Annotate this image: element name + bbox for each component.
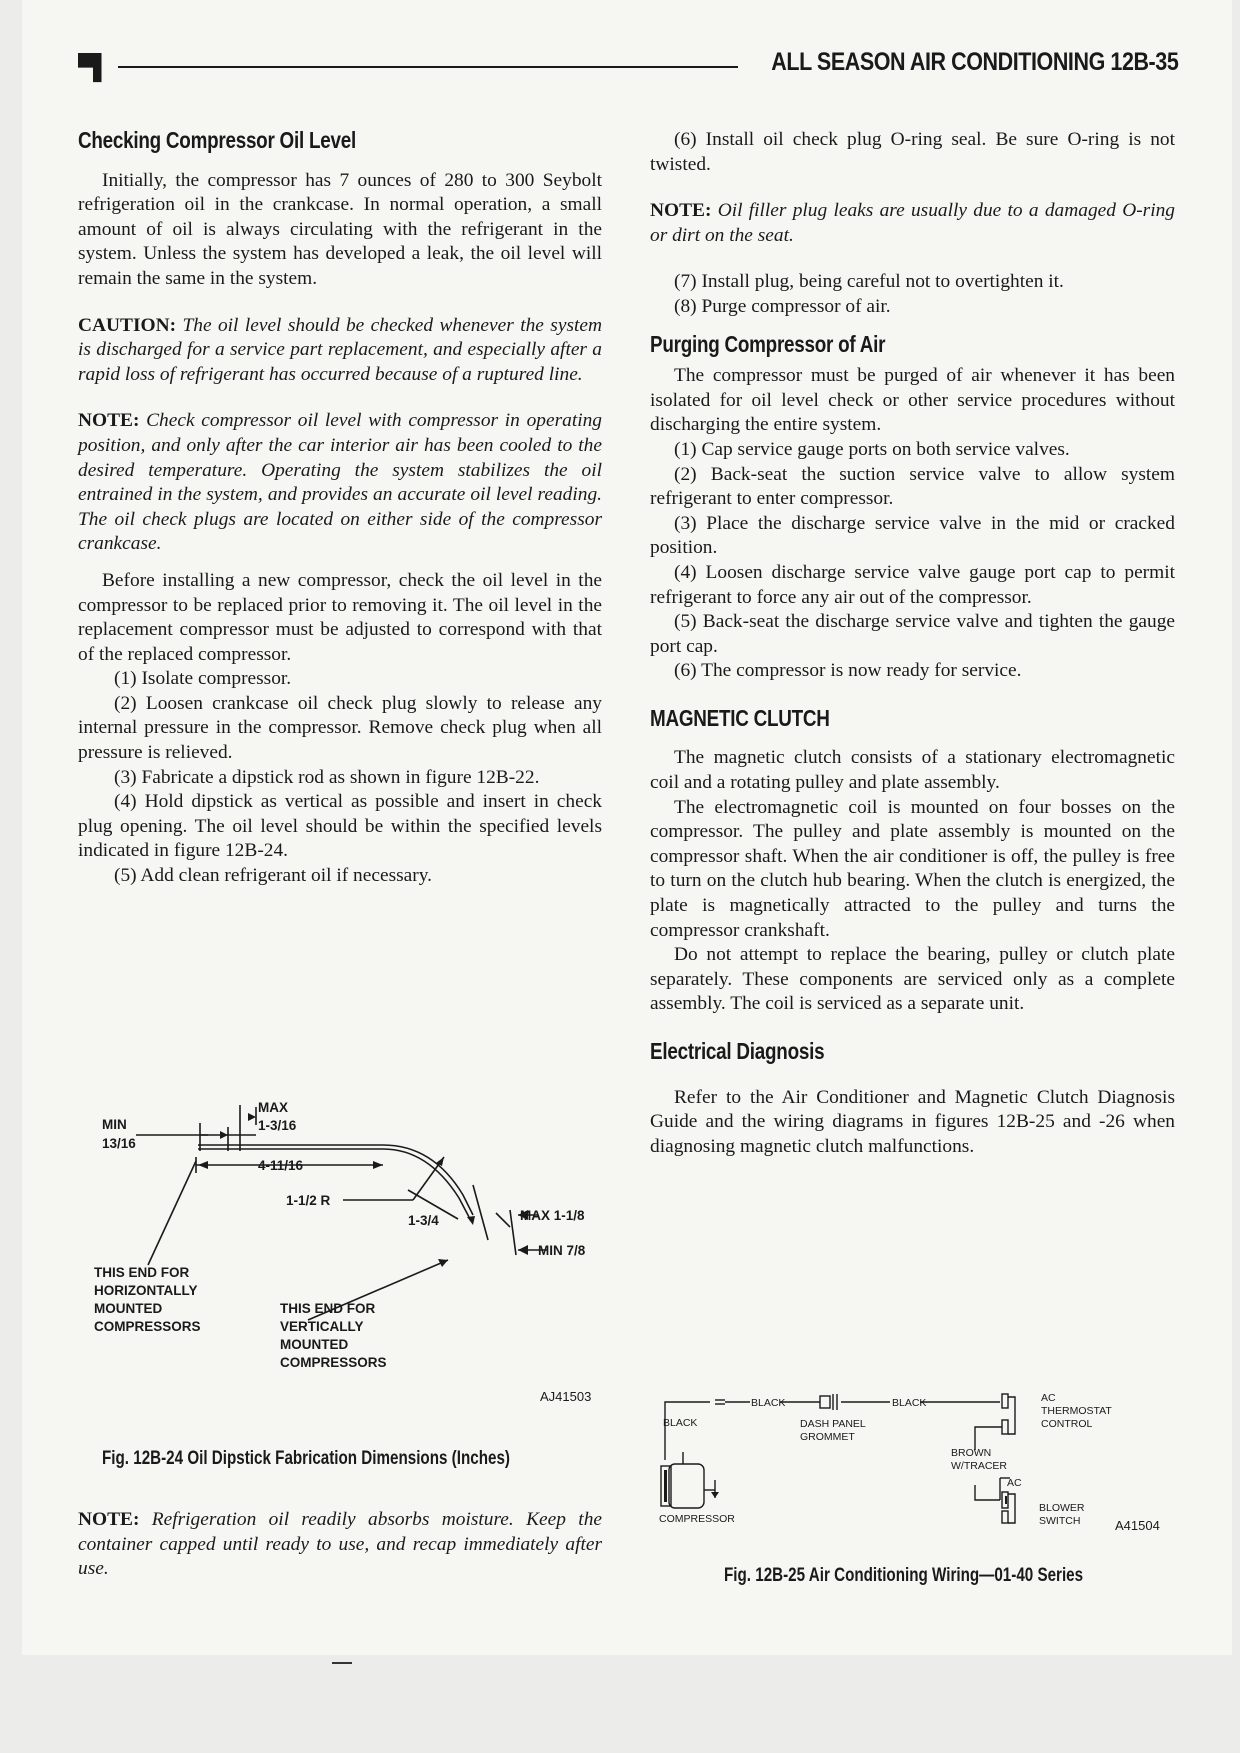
section-heading-purging: Purging Compressor of Air xyxy=(650,330,886,357)
wire-label-black: BLACK xyxy=(751,1397,786,1409)
step-item: (6) Install oil check plug O-ring seal. Be sure O-ring is not twisted. xyxy=(650,129,1175,175)
label-vertical-end: MOUNTED xyxy=(280,1337,349,1352)
paragraph-before-installing: Before installing a new compressor, check the oil level in the compressor to be replaced prior to removing it. The oil level in the replacement compressor must be adjusted to correspond with that of the replaced compressor. xyxy=(78,569,602,665)
label-horizontal-end: COMPRESSORS xyxy=(94,1319,201,1334)
label-max-value: 1-3/16 xyxy=(258,1118,297,1133)
note-text: Check compressor oil level with compressor in operating position, and only after the car interior air has been cooled to the desired temperature. Operating the system stabilizes the oil entrained in the system, and provides an accurate oil level reading. The oil check plugs are located on either side of the compressor crankcase. xyxy=(78,410,602,555)
note-paragraph-moisture xyxy=(78,1508,602,1582)
label-vertical-end: VERTICALLY xyxy=(280,1319,364,1334)
note-label: NOTE: xyxy=(78,410,140,432)
wire-label-brown: W/TRACER xyxy=(951,1460,1007,1472)
footer-mark xyxy=(332,1662,352,1664)
step-item: (1) Cap service gauge ports on both service valves. xyxy=(674,438,1070,460)
label-thermostat: CONTROL xyxy=(1041,1418,1093,1430)
label-min-value: 13/16 xyxy=(102,1136,136,1151)
step-item: (7) Install plug, being careful not to overtighten it. xyxy=(674,271,1064,293)
header-title: ALL SEASON AIR CONDITIONING 12B-35 xyxy=(770,48,1178,76)
label-radius: 1-1/2 R xyxy=(286,1193,331,1208)
step-item: (4) Loosen discharge service valve gauge port cap to permit refrigerant to force any air out of the compressor. xyxy=(650,561,1175,608)
wire-label-brown: BROWN xyxy=(951,1447,992,1459)
label-dash-panel-grommet: GROMMET xyxy=(800,1431,855,1443)
label-thermostat: AC xyxy=(1041,1392,1056,1404)
left-column xyxy=(78,128,602,889)
note-text: Oil filler plug leaks are usually due to a damaged O-ring or dirt on the seat. xyxy=(650,200,1175,246)
paragraph-oil-intro: Initially, the compressor has 7 ounces of 280 to 300 Seybolt refrigeration oil in the crankcase. In normal operation, a small amount of oil is always circulating with the refrigerant in the system. Unless the system has developed a leak, the oil level will remain the same in the system. xyxy=(78,169,602,289)
note-label: NOTE: xyxy=(78,1509,140,1530)
step-item: (2) Loosen crankcase oil check plug slowly to release any internal pressure in the compressor. Remove check plug when all pressure is relieved. xyxy=(78,692,602,764)
note-paragraph-oil-check xyxy=(78,409,602,557)
figure-caption-12b-25: Fig. 12B-25 Air Conditioning Wiring—01-40 Series xyxy=(724,1565,1084,1586)
figure-code: A41504 xyxy=(1115,1518,1160,1533)
page-header xyxy=(78,48,1178,82)
right-column xyxy=(650,128,1175,1159)
figure-ac-wiring xyxy=(655,1380,1175,1545)
dipstick-diagram xyxy=(78,1095,618,1415)
paragraph-purging: The compressor must be purged of air whenever it has been isolated for oil level check or other service procedures without discharging the entire system. xyxy=(650,365,1175,436)
note-text: Refrigeration oil readily absorbs moisture. Keep the container capped until ready to use, and recap immediately after use. xyxy=(78,1509,602,1580)
step-item: (3) Fabricate a dipstick rod as shown in figure 12B-22. xyxy=(114,766,540,788)
label-max-level: MAX 1-1/8 xyxy=(520,1208,585,1223)
section-heading-electrical-diagnosis: Electrical Diagnosis xyxy=(650,1038,825,1064)
label-horizontal-end: THIS END FOR xyxy=(94,1265,190,1280)
left-bottom-note xyxy=(78,1508,602,1582)
caution-paragraph xyxy=(78,314,602,388)
label-horizontal-end: MOUNTED xyxy=(94,1301,163,1316)
label-thermostat: THERMOSTAT xyxy=(1041,1405,1112,1417)
header-rule xyxy=(118,66,738,68)
label-blower-switch: SWITCH xyxy=(1039,1515,1081,1527)
step-item: (2) Back-seat the suction service valve to allow system refrigerant to enter compressor. xyxy=(650,463,1175,510)
paragraph-clutch-3: Do not attempt to replace the bearing, pulley or clutch plate separately. These components are serviced only as a complete assembly. The coil is serviced as a separate unit. xyxy=(650,944,1175,1015)
label-length: 4-11/16 xyxy=(258,1158,304,1173)
caution-label: CAUTION: xyxy=(78,314,177,336)
label-ac: AC xyxy=(1007,1477,1022,1489)
label-min: MIN xyxy=(102,1117,127,1132)
step-item: (1) Isolate compressor. xyxy=(114,668,292,690)
figure-code: AJ41503 xyxy=(540,1389,592,1404)
publisher-logo-icon: ▀▌ xyxy=(78,54,109,81)
step-item: (3) Place the discharge service valve in the mid or cracked position. xyxy=(650,512,1175,559)
caution-text: The oil level should be checked whenever the system is discharged for a service part replacement, and especially after a rapid loss of refrigerant has occurred because of a ruptured line. xyxy=(78,314,602,385)
figure-caption-12b-24: Fig. 12B-24 Oil Dipstick Fabrication Dimensions (Inches) xyxy=(102,1448,510,1469)
section-heading-magnetic-clutch: MAGNETIC CLUTCH xyxy=(650,704,830,731)
step-item: (4) Hold dipstick as vertical as possible and insert in check plug opening. The oil level should be within the specified levels indicated in figure 12B-24. xyxy=(78,791,602,862)
label-dash-panel-grommet: DASH PANEL xyxy=(800,1418,866,1430)
step-item: (8) Purge compressor of air. xyxy=(674,295,891,317)
paragraph-clutch-2: The electromagnetic coil is mounted on four bosses on the compressor. The pulley and plate assembly is mounted on the compressor shaft. When the air conditioner is off, the pulley is free to turn on the clutch hub bearing. When the clutch is energized, the plate is magnetically attracted to the pulley and turns the compressor crankshaft. xyxy=(650,796,1175,941)
label-vertical-end: THIS END FOR xyxy=(280,1301,376,1316)
label-blower-switch: BLOWER xyxy=(1039,1502,1085,1514)
paragraph-electrical: Refer to the Air Conditioner and Magnetic Clutch Diagnosis Guide and the wiring diagrams in figures 12B-25 and -26 when diagnosing magnetic clutch malfunctions. xyxy=(650,1086,1175,1157)
label-vertical-end: COMPRESSORS xyxy=(280,1355,387,1370)
wiring-diagram xyxy=(655,1380,1175,1545)
label-max: MAX xyxy=(258,1100,288,1115)
wire-label-black: BLACK xyxy=(663,1417,698,1429)
label-depth: 1-3/4 xyxy=(408,1213,439,1228)
wire-label-black: BLACK xyxy=(892,1397,927,1409)
label-compressor: COMPRESSOR xyxy=(659,1513,735,1525)
note-label: NOTE: xyxy=(650,200,712,222)
step-item: (5) Back-seat the discharge service valve and tighten the gauge port cap. xyxy=(650,611,1175,657)
figure-dipstick-dimensions xyxy=(78,1095,618,1415)
section-heading-oil-level: Checking Compressor Oil Level xyxy=(78,127,356,153)
label-horizontal-end: HORIZONTALLY xyxy=(94,1283,198,1298)
paragraph-clutch-1: The magnetic clutch consists of a stationary electromagnetic coil and a rotating pulley and plate assembly. xyxy=(650,747,1175,794)
step-item: (6) The compressor is now ready for service. xyxy=(674,660,1022,682)
label-min-level: MIN 7/8 xyxy=(538,1243,586,1258)
step-item: (5) Add clean refrigerant oil if necessary. xyxy=(114,865,433,887)
note-paragraph-oil-filler xyxy=(650,199,1175,248)
